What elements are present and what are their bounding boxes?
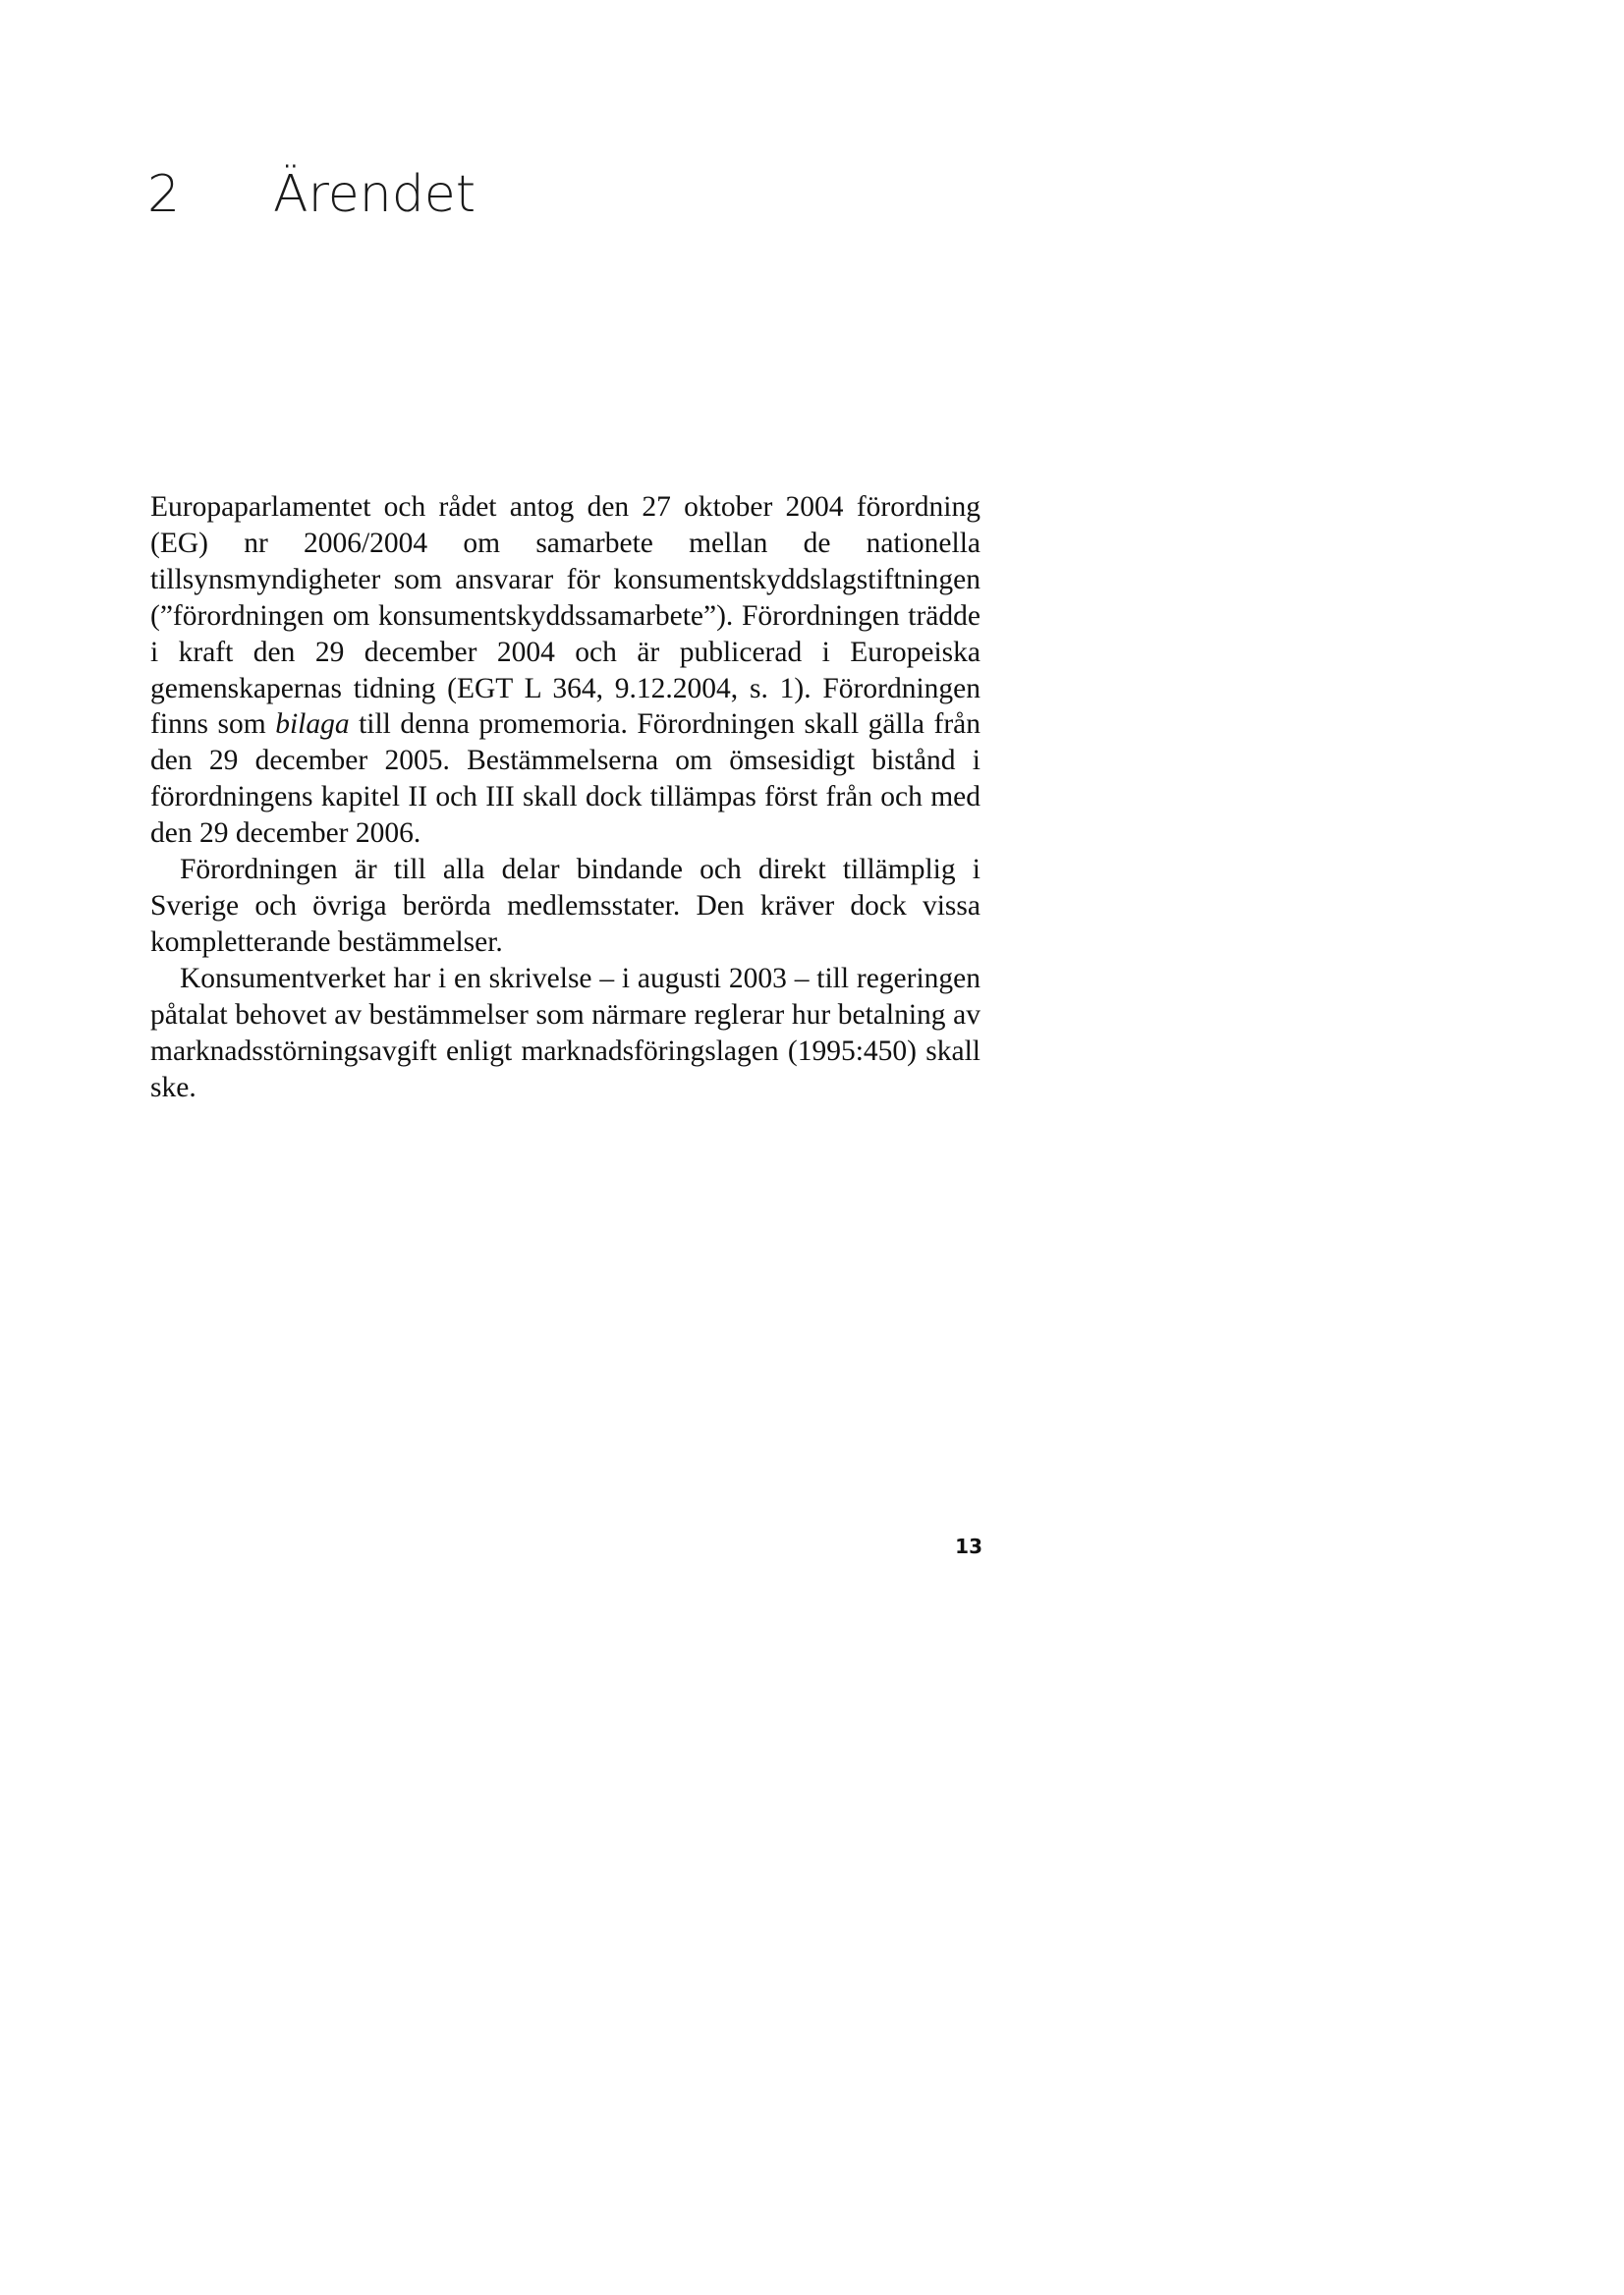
paragraph-3: Konsumentverket har i en skrivelse – i augusti 2003 – till regeringen påtalat behovet av bestämmelser som närmare reglerar hur betalning av marknadsstörningsavgift enligt marknadsföringslagen (1995:450) skall ske. xyxy=(150,962,980,1103)
body-text xyxy=(150,489,980,1105)
section-number: 2 xyxy=(147,164,181,224)
paragraph-2: Förordningen är till alla delar bindande och direkt tillämplig i Sverige och övriga berörda medlemsstater. Den kräver dock vissa kompletterande bestämmelser. xyxy=(150,854,980,958)
page-number: 13 xyxy=(955,1535,982,1558)
section-heading xyxy=(147,160,476,229)
paragraph-1-text-b: till denna promemoria. Förordningen skall gälla från den 29 december 2005. Bestämmelserna om ömsesidigt bistånd i förordningens kapitel II och III skall dock tillämpas först från och med den 29 december 2006. xyxy=(150,708,980,850)
section-title: Ärendet xyxy=(273,164,476,224)
paragraph-1-text-a: Europaparlamentet och rådet antog den 27 oktober 2004 förordning (EG) nr 2006/2004 om samarbete mellan de nationella tillsynsmyndigheter som ansvarar för konsumentskyddslagstiftningen (”förordningen om konsumentskyddssamarbete”). Förordningen trädde i kraft den 29 december 2004 och är publicerad i Europeiska gemenskapernas tidning (EGT L 364, 9.12.2004, s. 1). Förordningen finns som xyxy=(150,491,980,741)
paragraph-1-italic: bilaga xyxy=(275,708,350,741)
paragraph-1 xyxy=(150,489,980,852)
